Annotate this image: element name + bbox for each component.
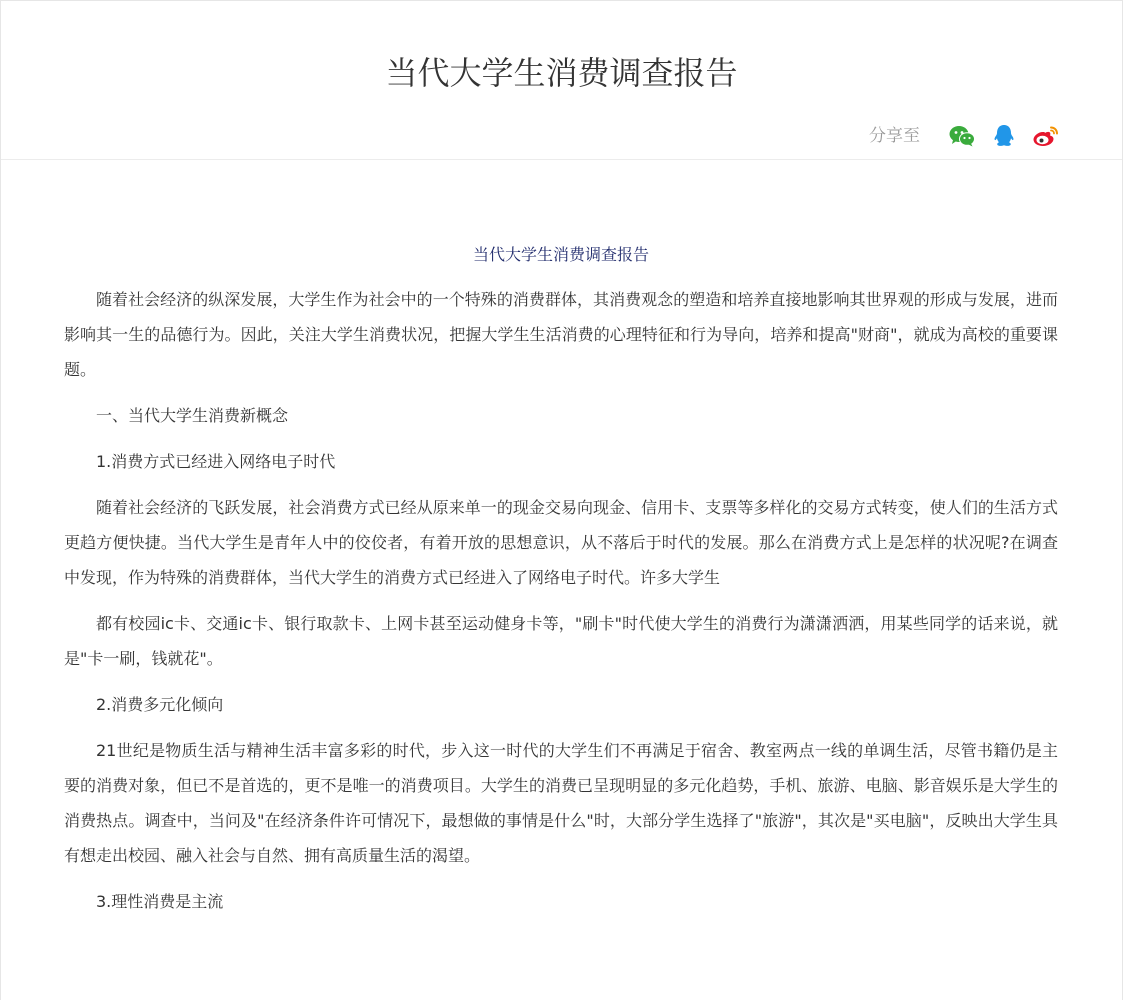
subsection-heading-3: 3.理性消费是主流 — [96, 892, 224, 911]
paragraph-diversification: 21世纪是物质生活与精神生活丰富多彩的时代，步入这一时代的大学生们不再满足于宿舍、教室两点一线的单调生活，尽管书籍仍是主要的消费对象，但已不是首选的，更不是唯一的消费项目。大学生的消费已呈现明显的多元化趋势，手机、旅游、电脑、影音娱乐是大学生的消费热点。调查中，当问及"在经济条件许可情况下，最想做的事情是什么"时，大部分学生选择了"旅游"，其次是"买电脑"，反映出大学生具有想走出校园、融入社会与自然、拥有高质量生活的渴望。 — [64, 741, 1058, 865]
page-title: 当代大学生消费调查报告 — [385, 54, 738, 92]
section-heading-1: 一、当代大学生消费新概念 — [96, 406, 289, 425]
paragraph-payment-methods: 随着社会经济的飞跃发展，社会消费方式已经从原来单一的现金交易向现金、信用卡、支票等多样化的交易方式转变，使人们的生活方式更趋方便快捷。当代大学生是青年人中的佼佼者，有着开放的思想意识，从不落后于时代的发展。那么在消费方式上是怎样的状况呢?在调查中发现，作为特殊的消费群体，当代大学生的消费方式已经进入了网络电子时代。许多大学生 — [64, 498, 1058, 587]
paragraph-cards: 都有校园ic卡、交通ic卡、银行取款卡、上网卡甚至运动健身卡等，"刷卡"时代使大学生的消费行为潇潇洒洒，用某些同学的话来说，就是"卡一刷，钱就花"。 — [64, 614, 1058, 668]
share-weibo-button[interactable] — [1032, 122, 1060, 150]
page-header — [1, 1, 1122, 160]
paragraph-intro: 随着社会经济的纵深发展，大学生作为社会中的一个特殊的消费群体，其消费观念的塑造和培养直接地影响其世界观的形成与发展，进而影响其一生的品德行为。因此，关注大学生消费状况，把握大学生生活消费的心理特征和行为导向，培养和提高"财商"，就成为高校的重要课题。 — [64, 290, 1058, 379]
subsection-heading-1: 1.消费方式已经进入网络电子时代 — [96, 452, 336, 471]
share-qq-button[interactable] — [990, 122, 1018, 150]
share-bar — [869, 121, 1060, 151]
share-wechat-button[interactable] — [948, 122, 976, 150]
qq-icon — [993, 124, 1015, 148]
weibo-icon — [1032, 124, 1060, 148]
article-title: 当代大学生消费调查报告 — [472, 245, 649, 264]
wechat-icon — [949, 125, 975, 147]
subsection-heading-2: 2.消费多元化倾向 — [96, 695, 224, 714]
article-body — [64, 159, 1058, 919]
share-label: 分享至 — [869, 126, 920, 146]
